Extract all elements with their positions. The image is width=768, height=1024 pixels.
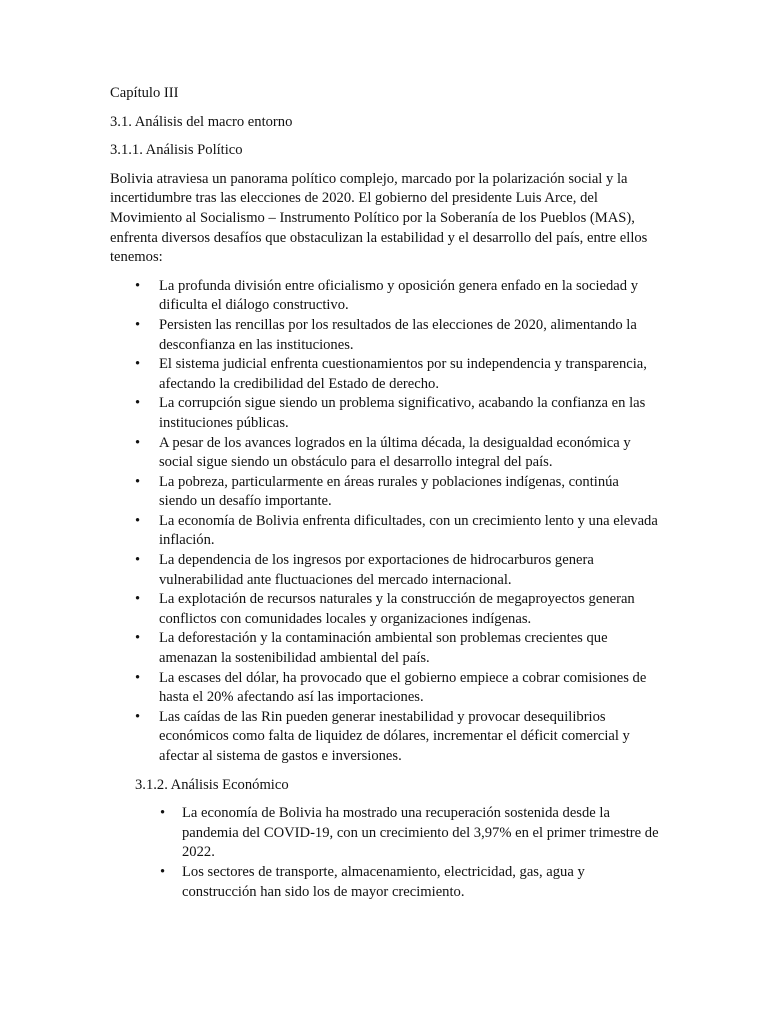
list-item-text: La economía de Bolivia enfrenta dificultades, con un crecimiento lento y una elevada inflación. [159, 512, 658, 549]
intro-paragraph: Bolivia atraviesa un panorama político complejo, marcado por la polarización social y la incertidumbre tras las elecciones de 2020. El gobierno del presidente Luis Arce, del Movimiento al Socialismo – Instrumento Político por la Soberanía de los Pueblos (MAS), enfrenta diversos desafíos que obstaculizan la estabilidad y el desarrollo del país, entre ellos tenemos: [110, 170, 648, 266]
list-item [110, 434, 660, 473]
list-item [110, 669, 660, 708]
list-item [110, 590, 660, 629]
economic-bullet-list [110, 804, 660, 902]
list-item-text: A pesar de los avances logrados en la última década, la desigualdad económica y social sigue siendo un obstáculo para el desarrollo integral del país. [159, 434, 631, 471]
bullet-icon: • [135, 434, 141, 451]
list-item-text: Persisten las rencillas por los resultados de las elecciones de 2020, alimentando la desconfianza en las instituciones. [159, 316, 637, 353]
political-bullet-list [110, 277, 660, 767]
list-item-text: Las caídas de las Rin pueden generar inestabilidad y provocar desequilibrios económicos como falta de liquidez de dólares, incrementar el déficit comercial y afectar al sistema de gastos e inversiones. [159, 708, 630, 764]
political-analysis-heading: 3.1.1. Análisis Político [110, 142, 243, 159]
economic-analysis-heading: 3.1.2. Análisis Económico [135, 776, 289, 793]
list-item-text: La corrupción sigue siendo un problema significativo, acabando la confianza en las instituciones públicas. [159, 395, 646, 431]
document-body [110, 84, 660, 911]
bullet-icon: • [135, 591, 141, 608]
section-heading: 3.1. Análisis del macro entorno [110, 113, 293, 130]
bullet-icon: • [135, 630, 141, 647]
bullet-icon: • [135, 395, 141, 412]
list-item-text: La deforestación y la contaminación ambiental son problemas crecientes que amenazan la sostenibilidad ambiental del país. [159, 630, 608, 667]
list-item-text: La pobreza, particularmente en áreas rurales y poblaciones indígenas, continúa siendo un desafío importante. [159, 473, 619, 510]
list-item [110, 512, 660, 551]
list-item [110, 355, 660, 394]
list-item [110, 551, 660, 590]
list-item [110, 473, 660, 512]
bullet-icon: • [135, 669, 141, 686]
list-item [110, 804, 660, 863]
list-item-text: La dependencia de los ingresos por exportaciones de hidrocarburos genera vulnerabilidad ante fluctuaciones del mercado internacional. [159, 552, 594, 588]
chapter-heading: Capítulo III [110, 85, 179, 101]
bullet-icon: • [135, 473, 141, 490]
bullet-icon: • [160, 863, 166, 880]
list-item-text: La economía de Bolivia ha mostrado una recuperación sostenida desde la pandemia del COVID-19, con un crecimiento del 3,97% en el primer trimestre de 2022. [182, 805, 659, 861]
list-item [110, 629, 660, 668]
bullet-icon: • [135, 512, 141, 529]
list-item-text: El sistema judicial enfrenta cuestionamientos por su independencia y transparencia, afectando la credibilidad del Estado de derecho. [159, 356, 647, 392]
list-item [110, 316, 660, 355]
list-item-text: Los sectores de transporte, almacenamiento, electricidad, gas, agua y construcción han sido los de mayor crecimiento. [182, 863, 585, 900]
list-item [110, 708, 660, 767]
list-item [110, 394, 660, 433]
list-item-text: La profunda división entre oficialismo y oposición genera enfado en la sociedad y dificulta el diálogo constructivo. [159, 277, 639, 314]
list-item-text: La explotación de recursos naturales y la construcción de megaproyectos generan conflictos con comunidades locales y organizaciones indígenas. [159, 591, 635, 627]
bullet-icon: • [135, 316, 141, 333]
bullet-icon: • [135, 277, 141, 294]
bullet-icon: • [135, 552, 141, 569]
list-item [110, 277, 660, 316]
bullet-icon: • [160, 805, 166, 822]
list-item-text: La escases del dólar, ha provocado que el gobierno empiece a cobrar comisiones de hasta el 20% afectando así las importaciones. [159, 669, 647, 706]
bullet-icon: • [135, 708, 141, 725]
bullet-icon: • [135, 356, 141, 373]
list-item [110, 863, 660, 902]
